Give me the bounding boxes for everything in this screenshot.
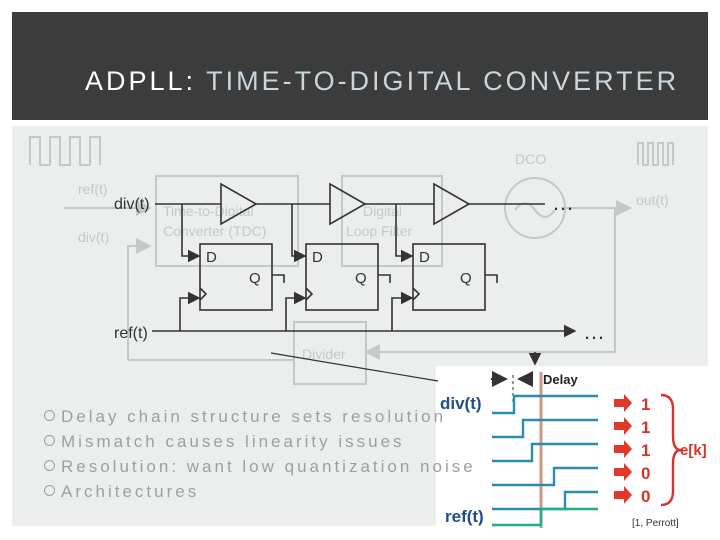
timing-div-label: div(t) [440,394,482,413]
chain-ellipsis: … [552,190,574,215]
q-output-1 [272,275,284,283]
ref-ellipsis: … [583,319,605,344]
timing-ref-label: ref(t) [445,507,484,526]
out-label: out(t) [636,192,669,208]
bit-1: 1 [641,395,651,414]
clock-notch-2 [306,288,312,300]
bit-2: 1 [641,418,651,437]
clock-wire-1 [180,298,199,331]
d-label-1: D [206,249,217,266]
tdc-div-label: div(t) [114,196,150,213]
bit-5: 0 [641,487,651,506]
d-label-2: D [312,249,323,266]
bullet-circle-icon [44,460,55,471]
filter-label-line1: Digital [363,203,402,219]
bullet-list [44,404,476,504]
out-clock-waveform [638,143,673,165]
clock-notch-1 [200,288,206,300]
clock-wire-3 [392,298,412,331]
title-prefix: ADPLL: [85,66,207,96]
div-feedback-line [128,246,150,360]
bullet-item [44,479,476,504]
citation: [1, Perrott] [632,518,679,529]
bullet-item [44,454,476,479]
q-label-3: Q [460,270,472,287]
tdc-label-line2: Converter (TDC) [163,223,267,239]
clock-notch-3 [413,288,419,300]
bullet-text: Delay chain structure sets resolution [61,407,447,426]
ref-clock-waveform [30,137,100,165]
bullet-circle-icon [44,435,55,446]
q-label-2: Q [355,270,367,287]
bullet-circle-icon [44,410,55,421]
tdc-label-line1: Time-to-Digital [163,203,254,219]
clock-wire-2 [286,298,305,331]
bit-4: 0 [641,464,651,483]
bullet-text: Mismatch causes linearity issues [61,432,405,451]
q-label-1: Q [249,270,261,287]
bullet-item [44,429,476,454]
q-output-2 [378,275,390,283]
bit-3: 1 [641,441,651,460]
d-label-3: D [419,249,430,266]
output-code-label: e[k] [680,442,707,459]
dco-label: DCO [515,151,547,167]
divider-label: Divider [302,346,346,362]
q-output-3 [485,275,497,283]
inset-callout-line [271,353,438,381]
bullet-text: Resolution: want low quantization noise [61,457,476,476]
delay-buffer-3 [434,184,469,224]
bullet-text: Architectures [61,482,200,501]
sine-icon [515,203,555,217]
bullet-circle-icon [44,485,55,496]
bullet-item [44,404,476,429]
delay-buffer-2 [330,184,365,224]
background-pll-diagram [30,137,673,384]
tdc-ref-label: ref(t) [114,325,148,342]
div-input-label: div(t) [78,229,110,245]
delay-label: Delay [543,372,578,387]
filter-label-line2: Loop Filter [346,223,413,239]
ref-input-label: ref(t) [78,181,108,197]
title-main: TIME-TO-DIGITAL CONVERTER [206,66,680,96]
